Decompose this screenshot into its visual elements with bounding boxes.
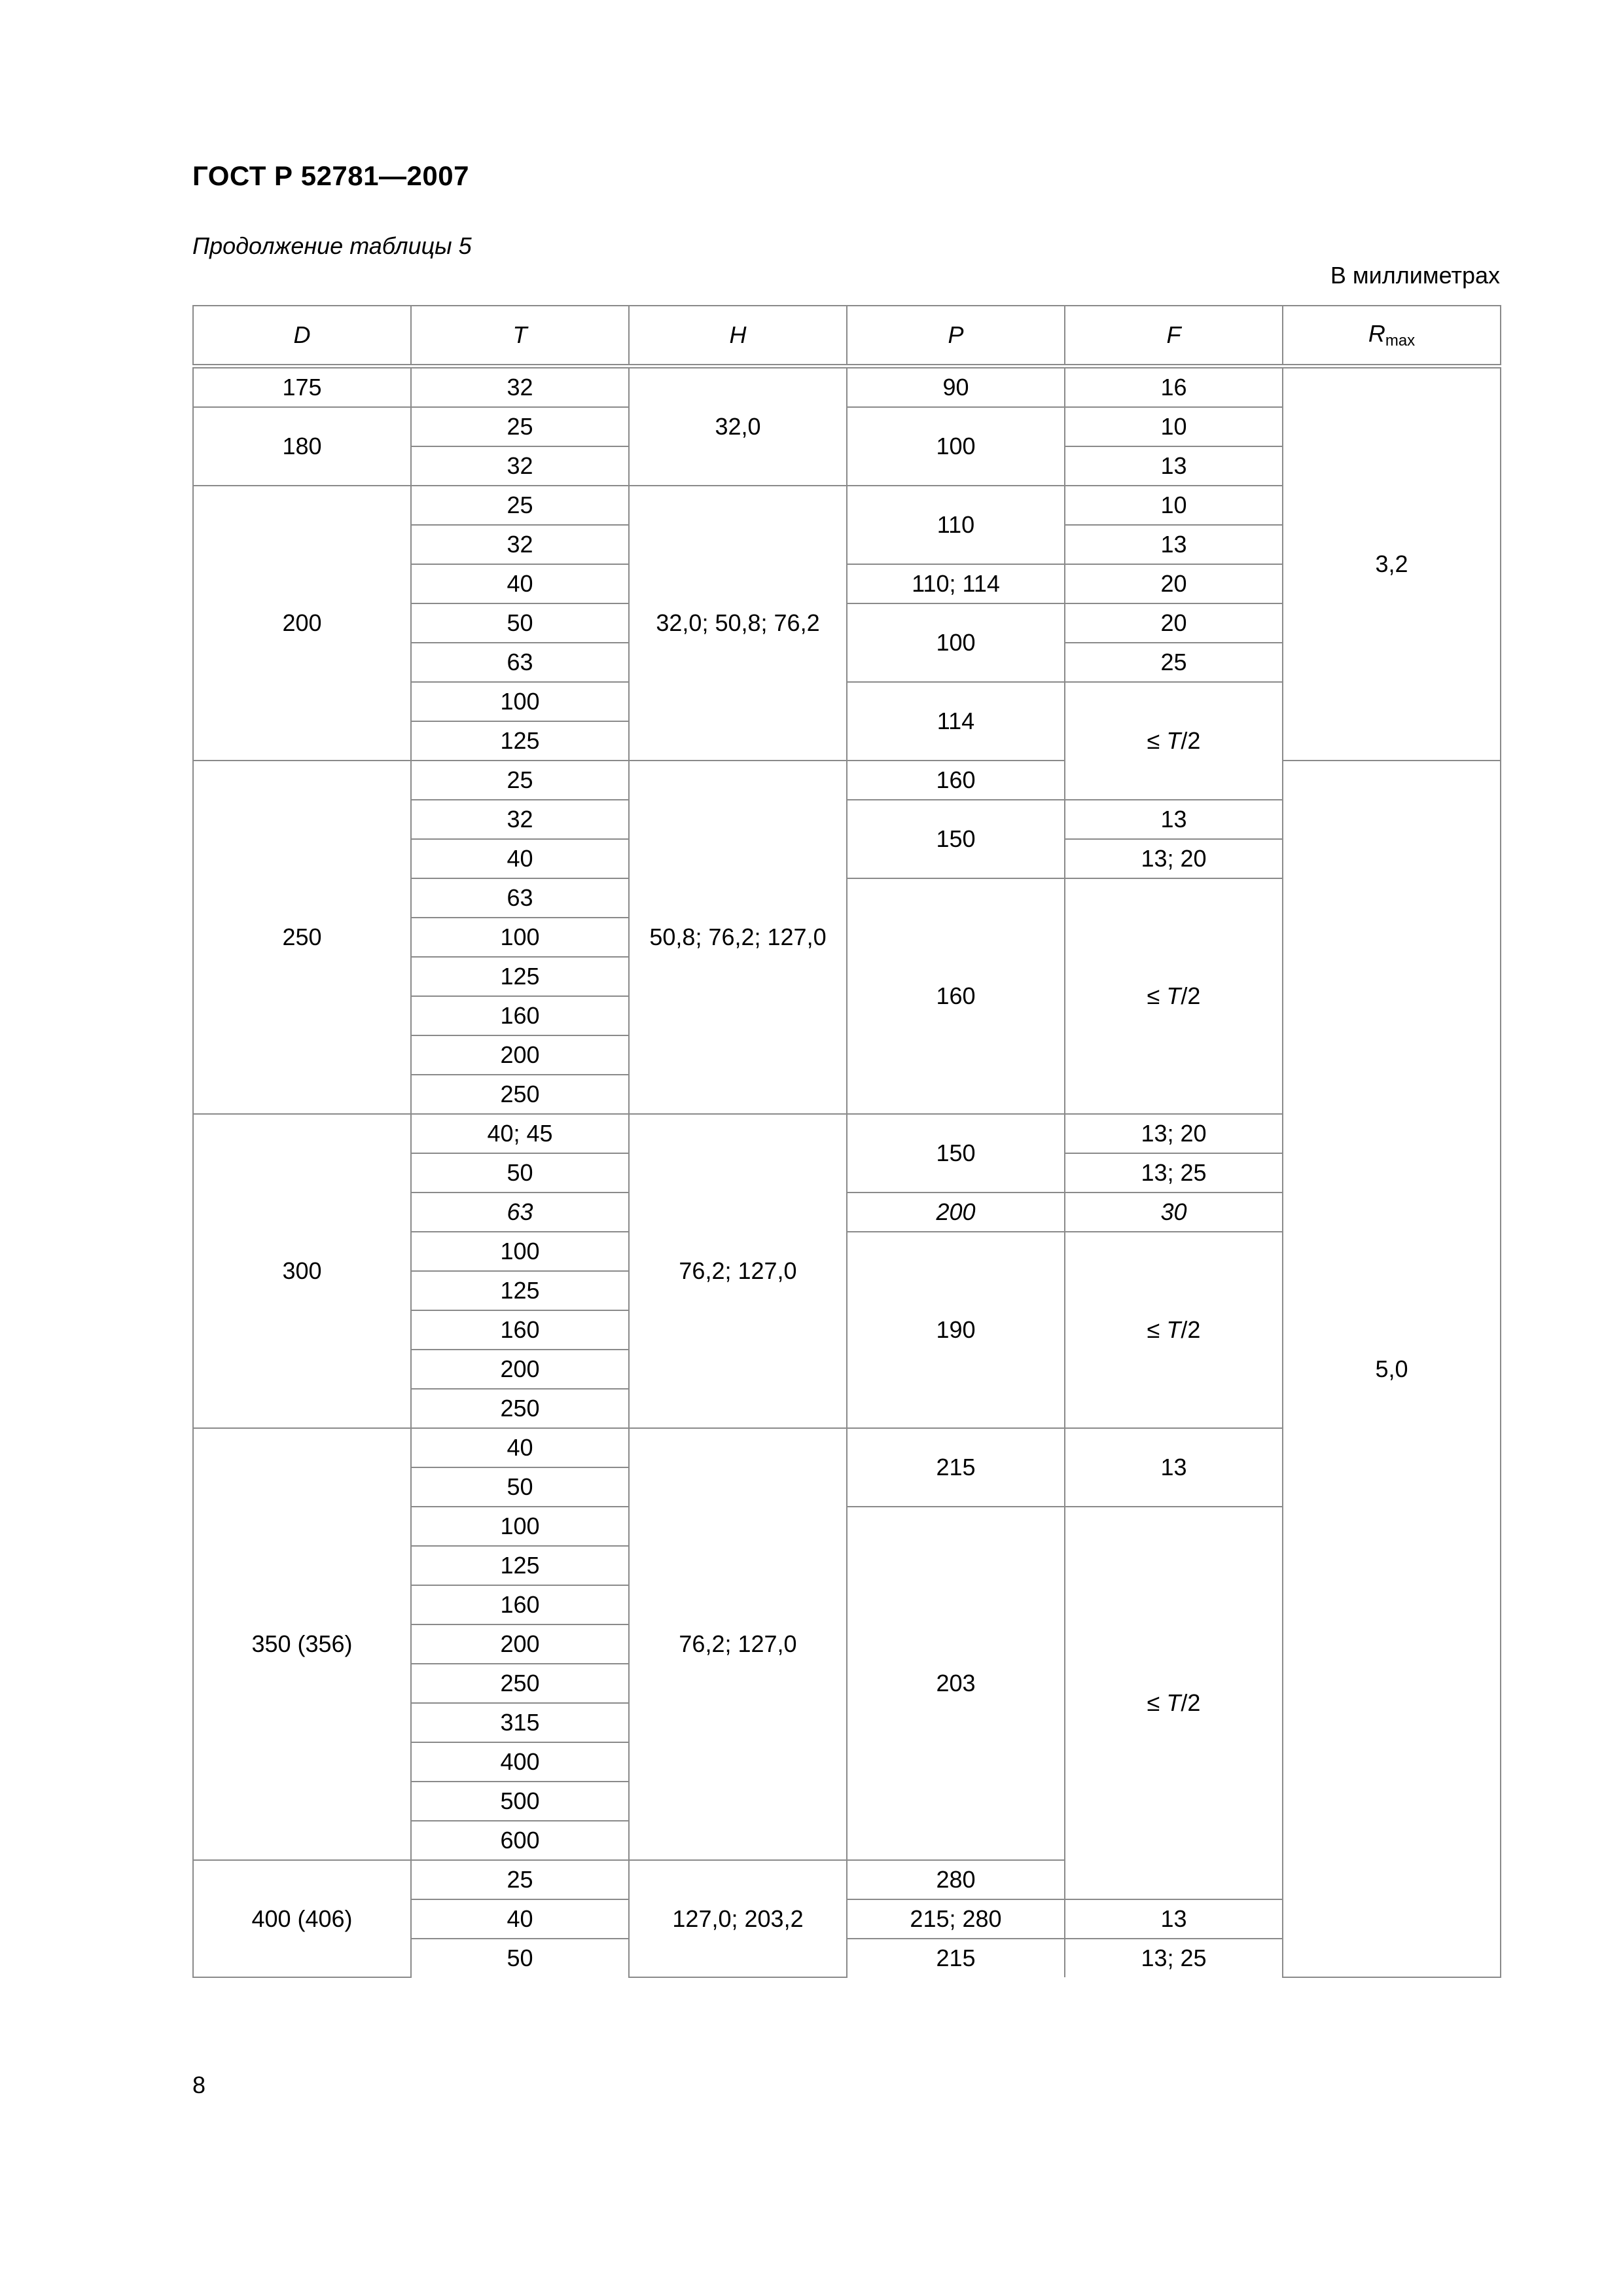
cell-t: 125 bbox=[411, 1271, 629, 1310]
cell-p: 114 bbox=[847, 682, 1065, 761]
table-row bbox=[193, 761, 1501, 800]
units-note: В миллиметрах bbox=[1330, 262, 1500, 289]
cell-t: 50 bbox=[411, 1153, 629, 1193]
cell-f: 13; 20 bbox=[1065, 839, 1283, 878]
cell-f: ≤ T/2 bbox=[1065, 682, 1283, 800]
cell-p: 110; 114 bbox=[847, 564, 1065, 603]
cell-t: 160 bbox=[411, 996, 629, 1035]
cell-f: 13 bbox=[1065, 1428, 1283, 1507]
cell-f: ≤ T/2 bbox=[1065, 1232, 1283, 1428]
cell-f: 13; 25 bbox=[1065, 1153, 1283, 1193]
dimensions-table bbox=[192, 305, 1501, 1978]
cell-d: 180 bbox=[193, 407, 411, 486]
cell-f: 13 bbox=[1065, 800, 1283, 839]
cell-t: 25 bbox=[411, 407, 629, 446]
cell-t: 25 bbox=[411, 761, 629, 800]
cell-t: 32 bbox=[411, 367, 629, 408]
cell-f: ≤ T/2 bbox=[1065, 1507, 1283, 1899]
cell-p: 203 bbox=[847, 1507, 1065, 1860]
cell-p: 110 bbox=[847, 486, 1065, 564]
col-header-d: D bbox=[193, 306, 411, 367]
col-header-t: T bbox=[411, 306, 629, 367]
cell-f: 10 bbox=[1065, 407, 1283, 446]
cell-d: 400 (406) bbox=[193, 1860, 411, 1977]
cell-t: 32 bbox=[411, 446, 629, 486]
cell-f: 13; 25 bbox=[1065, 1939, 1283, 1977]
cell-p: 215 bbox=[847, 1939, 1065, 1977]
cell-p: 160 bbox=[847, 761, 1065, 800]
col-header-h: H bbox=[629, 306, 847, 367]
cell-p: 150 bbox=[847, 1114, 1065, 1193]
cell-f: 25 bbox=[1065, 643, 1283, 682]
document-title: ГОСТ Р 52781—2007 bbox=[192, 160, 469, 191]
cell-p: 215; 280 bbox=[847, 1899, 1065, 1939]
cell-h: 76,2; 127,0 bbox=[629, 1428, 847, 1860]
cell-t: 100 bbox=[411, 918, 629, 957]
cell-t: 400 bbox=[411, 1742, 629, 1782]
cell-p: 215 bbox=[847, 1428, 1065, 1507]
cell-t: 63 bbox=[411, 1193, 629, 1232]
col-header-p: P bbox=[847, 306, 1065, 367]
cell-p: 200 bbox=[847, 1193, 1065, 1232]
cell-t: 125 bbox=[411, 1546, 629, 1585]
cell-f: 13 bbox=[1065, 446, 1283, 486]
cell-t: 250 bbox=[411, 1075, 629, 1114]
cell-t: 250 bbox=[411, 1664, 629, 1703]
cell-t: 315 bbox=[411, 1703, 629, 1742]
cell-t: 40 bbox=[411, 564, 629, 603]
cell-t: 40 bbox=[411, 1899, 629, 1939]
cell-t: 40 bbox=[411, 839, 629, 878]
cell-t: 160 bbox=[411, 1310, 629, 1350]
cell-p: 160 bbox=[847, 878, 1065, 1114]
cell-rmax: 3,2 bbox=[1283, 367, 1501, 761]
cell-p: 280 bbox=[847, 1860, 1065, 1899]
cell-h: 32,0; 50,8; 76,2 bbox=[629, 486, 847, 761]
cell-p: 100 bbox=[847, 407, 1065, 486]
cell-f: 13 bbox=[1065, 525, 1283, 564]
cell-t: 40; 45 bbox=[411, 1114, 629, 1153]
cell-t: 200 bbox=[411, 1350, 629, 1389]
cell-f: 16 bbox=[1065, 367, 1283, 408]
page-number: 8 bbox=[192, 2072, 206, 2098]
cell-h: 50,8; 76,2; 127,0 bbox=[629, 761, 847, 1114]
cell-t: 100 bbox=[411, 682, 629, 721]
cell-t: 250 bbox=[411, 1389, 629, 1428]
cell-t: 100 bbox=[411, 1507, 629, 1546]
cell-t: 25 bbox=[411, 486, 629, 525]
cell-t: 125 bbox=[411, 721, 629, 761]
cell-t: 500 bbox=[411, 1782, 629, 1821]
cell-t: 200 bbox=[411, 1035, 629, 1075]
cell-t: 125 bbox=[411, 957, 629, 996]
cell-t: 63 bbox=[411, 643, 629, 682]
table-caption: Продолжение таблицы 5 bbox=[192, 232, 472, 259]
cell-t: 32 bbox=[411, 525, 629, 564]
cell-t: 40 bbox=[411, 1428, 629, 1467]
table-row bbox=[193, 367, 1501, 408]
col-header-rmax bbox=[1283, 306, 1501, 367]
rmax-subscript: max bbox=[1385, 332, 1416, 350]
cell-f: 10 bbox=[1065, 486, 1283, 525]
cell-h: 76,2; 127,0 bbox=[629, 1114, 847, 1428]
cell-f: ≤ T/2 bbox=[1065, 878, 1283, 1114]
cell-f: 13 bbox=[1065, 1899, 1283, 1939]
cell-t: 100 bbox=[411, 1232, 629, 1271]
col-header-f: F bbox=[1065, 306, 1283, 367]
cell-t: 50 bbox=[411, 1939, 629, 1977]
cell-p: 190 bbox=[847, 1232, 1065, 1428]
cell-t: 160 bbox=[411, 1585, 629, 1624]
cell-t: 63 bbox=[411, 878, 629, 918]
cell-t: 200 bbox=[411, 1624, 629, 1664]
cell-f: 20 bbox=[1065, 564, 1283, 603]
cell-rmax: 5,0 bbox=[1283, 761, 1501, 1977]
cell-f: 30 bbox=[1065, 1193, 1283, 1232]
cell-h: 32,0 bbox=[629, 367, 847, 486]
cell-t: 25 bbox=[411, 1860, 629, 1899]
cell-f: 20 bbox=[1065, 603, 1283, 643]
rmax-symbol: R bbox=[1368, 320, 1385, 347]
cell-p: 100 bbox=[847, 603, 1065, 682]
cell-h: 127,0; 203,2 bbox=[629, 1860, 847, 1977]
cell-t: 50 bbox=[411, 603, 629, 643]
cell-d: 175 bbox=[193, 367, 411, 408]
cell-t: 50 bbox=[411, 1467, 629, 1507]
cell-d: 250 bbox=[193, 761, 411, 1114]
cell-d: 200 bbox=[193, 486, 411, 761]
cell-p: 150 bbox=[847, 800, 1065, 878]
cell-d: 350 (356) bbox=[193, 1428, 411, 1860]
cell-t: 32 bbox=[411, 800, 629, 839]
cell-f: 13; 20 bbox=[1065, 1114, 1283, 1153]
table-header-row bbox=[193, 306, 1501, 367]
cell-p: 90 bbox=[847, 367, 1065, 408]
cell-t: 600 bbox=[411, 1821, 629, 1860]
cell-d: 300 bbox=[193, 1114, 411, 1428]
